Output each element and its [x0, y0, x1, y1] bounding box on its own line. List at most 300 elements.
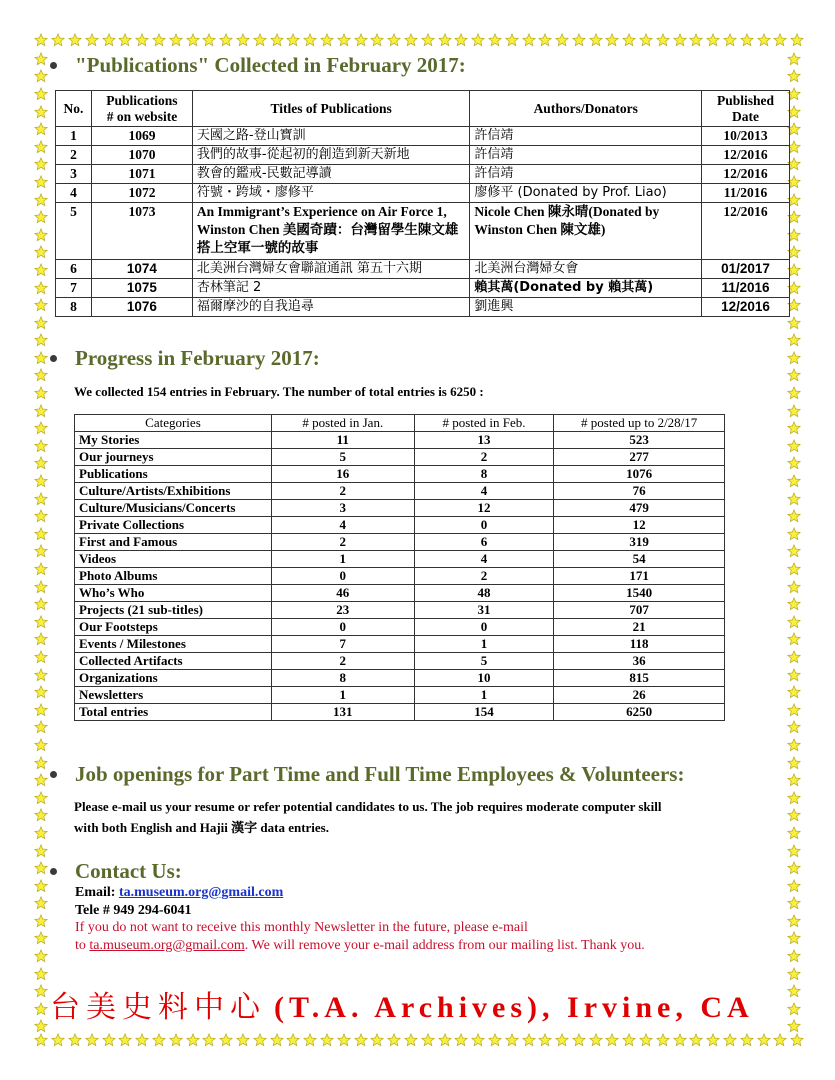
star-icon	[117, 1032, 134, 1048]
star-icon	[33, 208, 50, 226]
star-icon	[786, 560, 803, 578]
table-row	[75, 585, 725, 602]
table-row	[75, 534, 725, 551]
cell-feb: 1	[414, 687, 554, 704]
star-icon	[33, 648, 50, 666]
col-header-total: # posted up to 2/28/17	[554, 415, 725, 432]
cell-total: 277	[554, 449, 725, 466]
star-icon	[33, 736, 50, 754]
cell-author: 劉進興	[470, 298, 702, 317]
unsubscribe-email-link[interactable]: ta.museum.org@gmail.com	[89, 937, 245, 953]
cell-feb: 48	[414, 585, 554, 602]
cell-no: 4	[56, 184, 92, 203]
star-icon	[419, 1032, 436, 1048]
col-header-no: No.	[56, 91, 92, 127]
star-icon	[33, 560, 50, 578]
table-row	[75, 568, 725, 585]
star-icon	[33, 525, 50, 543]
star-icon	[285, 1032, 302, 1048]
cell-author: 北美洲台灣婦女會	[470, 260, 702, 279]
table-row	[75, 704, 725, 721]
cell-feb: 0	[414, 619, 554, 636]
star-icon	[33, 314, 50, 332]
cell-total: 707	[554, 602, 725, 619]
cell-total: 1540	[554, 585, 725, 602]
cell-total: 479	[554, 500, 725, 517]
star-icon	[786, 648, 803, 666]
table-row	[56, 184, 790, 203]
star-icon	[33, 384, 50, 402]
star-icon	[268, 1032, 285, 1048]
notice-rest: . We will remove your e-mail address from our mailing list. Thank you.	[244, 937, 645, 953]
star-icon	[604, 1032, 621, 1048]
star-icon	[419, 32, 436, 48]
cell-author: 許信靖	[470, 146, 702, 165]
jobs-description	[74, 796, 662, 838]
star-icon	[654, 1032, 671, 1048]
star-icon	[621, 1032, 638, 1048]
cell-total: 76	[554, 483, 725, 500]
star-icon	[33, 578, 50, 596]
cell-jan: 131	[271, 704, 414, 721]
star-icon	[786, 877, 803, 895]
notice-to: to	[75, 937, 90, 953]
star-icon	[33, 103, 50, 121]
cell-jan: 0	[271, 619, 414, 636]
star-icon	[786, 842, 803, 860]
cell-total: 36	[554, 653, 725, 670]
bullet-icon	[50, 771, 57, 778]
progress-heading-text: Progress in February 2017:	[75, 346, 320, 370]
star-icon	[786, 507, 803, 525]
star-icon	[33, 507, 50, 525]
star-icon	[786, 402, 803, 420]
publications-table	[55, 90, 790, 317]
cell-date: 12/2016	[702, 203, 790, 260]
col-header-feb: # posted in Feb.	[414, 415, 554, 432]
star-icon	[33, 472, 50, 490]
cell-feb: 10	[414, 670, 554, 687]
star-icon	[738, 32, 755, 48]
star-border-bottom	[33, 1032, 806, 1048]
star-icon	[786, 613, 803, 631]
organization-footer	[50, 982, 754, 1026]
star-icon	[302, 1032, 319, 1048]
star-icon	[786, 50, 803, 68]
col-header-author: Authors/Donators	[470, 91, 702, 127]
star-icon	[786, 947, 803, 965]
star-icon	[33, 595, 50, 613]
cell-date: 11/2016	[702, 279, 790, 298]
cell-pubnum: 1069	[91, 127, 192, 146]
footer-english-name: (T.A. Archives), Irvine, CA	[274, 991, 754, 1024]
contact-heading	[48, 859, 182, 884]
star-icon	[33, 613, 50, 631]
cell-jan: 7	[271, 636, 414, 653]
progress-heading	[48, 346, 320, 371]
col-header-date-line2: Date	[732, 108, 760, 124]
cell-jan: 1	[271, 551, 414, 568]
star-icon	[786, 719, 803, 737]
star-icon	[554, 32, 571, 48]
star-icon	[33, 173, 50, 191]
star-icon	[33, 261, 50, 279]
star-icon	[403, 32, 420, 48]
star-icon	[33, 85, 50, 103]
cell-jan: 11	[271, 432, 414, 449]
star-icon	[167, 1032, 184, 1048]
star-icon	[671, 1032, 688, 1048]
star-icon	[319, 1032, 336, 1048]
cell-jan: 4	[271, 517, 414, 534]
star-icon	[587, 1032, 604, 1048]
cell-jan: 2	[271, 483, 414, 500]
star-icon	[688, 32, 705, 48]
star-icon	[33, 824, 50, 842]
star-icon	[786, 771, 803, 789]
cell-total: 26	[554, 687, 725, 704]
cell-total: 1076	[554, 466, 725, 483]
star-icon	[786, 701, 803, 719]
star-icon	[453, 1032, 470, 1048]
star-icon	[436, 1032, 453, 1048]
col-header-category: Categories	[75, 415, 272, 432]
star-icon	[786, 631, 803, 649]
star-icon	[786, 1000, 803, 1018]
progress-table	[74, 414, 725, 721]
star-icon	[772, 32, 789, 48]
star-icon	[571, 32, 588, 48]
star-icon	[786, 437, 803, 455]
cell-date: 11/2016	[702, 184, 790, 203]
table-row	[75, 500, 725, 517]
cell-feb: 13	[414, 432, 554, 449]
cell-title: 符號・跨域・廖修平	[192, 184, 469, 203]
table-row	[75, 670, 725, 687]
cell-author: 許信靖	[470, 127, 702, 146]
star-icon	[786, 595, 803, 613]
star-icon	[33, 789, 50, 807]
star-icon	[503, 32, 520, 48]
cell-feb: 2	[414, 568, 554, 585]
col-header-pubnum-line2: # on website	[106, 108, 178, 124]
col-header-pubnum	[91, 91, 192, 127]
cell-feb: 31	[414, 602, 554, 619]
star-icon	[83, 1032, 100, 1048]
star-icon	[587, 32, 604, 48]
contact-details	[75, 884, 645, 954]
cell-category: Photo Albums	[75, 568, 272, 585]
cell-category: Total entries	[75, 704, 272, 721]
cell-no: 2	[56, 146, 92, 165]
col-header-date-line1: Published	[717, 92, 775, 108]
jobs-heading-text: Job openings for Part Time and Full Time Employees & Volunteers:	[75, 762, 685, 786]
star-icon	[33, 719, 50, 737]
star-icon	[470, 1032, 487, 1048]
cell-title: An Immigrant’s Experience on Air Force 1, Winston Chen 美國奇蹟：台灣留學生陳文雄搭上空軍一號的故事	[192, 203, 469, 260]
table-row	[56, 260, 790, 279]
star-border-left	[33, 50, 50, 1035]
cell-author: 許信靖	[470, 165, 702, 184]
cell-title: 天國之路-登山寶訓	[192, 127, 469, 146]
cell-jan: 46	[271, 585, 414, 602]
table-row	[75, 653, 725, 670]
star-icon	[786, 578, 803, 596]
bullet-icon	[50, 868, 57, 875]
cell-feb: 0	[414, 517, 554, 534]
star-icon	[786, 982, 803, 1000]
star-icon	[436, 32, 453, 48]
star-icon	[786, 419, 803, 437]
star-icon	[755, 1032, 772, 1048]
star-icon	[786, 525, 803, 543]
star-icon	[487, 1032, 504, 1048]
cell-category: Collected Artifacts	[75, 653, 272, 670]
star-icon	[638, 1032, 655, 1048]
cell-total: 523	[554, 432, 725, 449]
cell-feb: 1	[414, 636, 554, 653]
star-icon	[335, 32, 352, 48]
star-icon	[403, 1032, 420, 1048]
cell-pubnum: 1076	[91, 298, 192, 317]
cell-category: Projects (21 sub-titles)	[75, 602, 272, 619]
star-icon	[33, 156, 50, 174]
star-icon	[33, 490, 50, 508]
star-icon	[33, 982, 50, 1000]
star-icon	[33, 226, 50, 244]
cell-category: Who’s Who	[75, 585, 272, 602]
star-icon	[184, 32, 201, 48]
cell-category: Our journeys	[75, 449, 272, 466]
jobs-line-1: Please e-mail us your resume or refer potential candidates to us. The job requires moderate computer skill	[74, 799, 662, 814]
col-header-pubnum-line1: Publications	[106, 92, 178, 108]
star-icon	[604, 32, 621, 48]
cell-category: Newsletters	[75, 687, 272, 704]
cell-pubnum: 1075	[91, 279, 192, 298]
star-icon	[33, 701, 50, 719]
star-icon	[755, 32, 772, 48]
cell-title: 杏林筆記 2	[192, 279, 469, 298]
star-icon	[786, 789, 803, 807]
table-row	[75, 619, 725, 636]
cell-jan: 23	[271, 602, 414, 619]
star-icon	[786, 859, 803, 877]
bullet-icon	[50, 355, 57, 362]
cell-feb: 6	[414, 534, 554, 551]
cell-pubnum: 1073	[91, 203, 192, 260]
star-icon	[786, 824, 803, 842]
star-icon	[268, 32, 285, 48]
col-header-title: Titles of Publications	[192, 91, 469, 127]
star-icon	[33, 1000, 50, 1018]
cell-feb: 12	[414, 500, 554, 517]
star-icon	[688, 1032, 705, 1048]
cell-feb: 8	[414, 466, 554, 483]
star-icon	[335, 1032, 352, 1048]
star-icon	[654, 32, 671, 48]
col-header-jan: # posted in Jan.	[271, 415, 414, 432]
table-header-row	[56, 91, 790, 127]
cell-feb: 4	[414, 551, 554, 568]
star-icon	[352, 1032, 369, 1048]
cell-category: My Stories	[75, 432, 272, 449]
cell-no: 1	[56, 127, 92, 146]
star-icon	[738, 1032, 755, 1048]
cell-jan: 3	[271, 500, 414, 517]
star-icon	[33, 455, 50, 473]
cell-author: 廖修平 (Donated by Prof. Liao)	[470, 184, 702, 203]
table-row	[75, 449, 725, 466]
star-icon	[100, 32, 117, 48]
star-icon	[786, 666, 803, 684]
star-icon	[537, 32, 554, 48]
contact-email-line	[75, 884, 645, 902]
star-icon	[184, 1032, 201, 1048]
cell-pubnum: 1072	[91, 184, 192, 203]
star-icon	[33, 296, 50, 314]
star-icon	[705, 32, 722, 48]
star-icon	[786, 736, 803, 754]
cell-date: 12/2016	[702, 165, 790, 184]
cell-total: 319	[554, 534, 725, 551]
cell-feb: 5	[414, 653, 554, 670]
unsubscribe-notice-line2	[75, 937, 645, 955]
col-header-date	[702, 91, 790, 127]
table-row	[75, 466, 725, 483]
cell-jan: 2	[271, 653, 414, 670]
cell-feb: 154	[414, 704, 554, 721]
star-icon	[235, 1032, 252, 1048]
star-icon	[33, 543, 50, 561]
star-icon	[786, 930, 803, 948]
table-row	[56, 279, 790, 298]
star-icon	[134, 1032, 151, 1048]
unsubscribe-notice-line1: If you do not want to receive this monthly Newsletter in the future, please e-mail	[75, 920, 528, 935]
star-icon	[789, 32, 806, 48]
cell-category: Culture/Musicians/Concerts	[75, 500, 272, 517]
star-icon	[571, 1032, 588, 1048]
star-icon	[352, 32, 369, 48]
cell-jan: 1	[271, 687, 414, 704]
cell-total: 6250	[554, 704, 725, 721]
email-link[interactable]: ta.museum.org@gmail.com	[118, 885, 284, 900]
star-icon	[33, 965, 50, 983]
bullet-icon	[50, 62, 57, 69]
cell-jan: 5	[271, 449, 414, 466]
star-icon	[786, 68, 803, 86]
cell-jan: 16	[271, 466, 414, 483]
star-icon	[621, 32, 638, 48]
cell-pubnum: 1074	[91, 260, 192, 279]
cell-category: First and Famous	[75, 534, 272, 551]
star-icon	[470, 32, 487, 48]
star-icon	[786, 472, 803, 490]
star-icon	[786, 490, 803, 508]
cell-pubnum: 1070	[91, 146, 192, 165]
cell-no: 8	[56, 298, 92, 317]
star-icon	[235, 32, 252, 48]
cell-no: 3	[56, 165, 92, 184]
cell-title: 北美洲台灣婦女會聯誼通訊 第五十六期	[192, 260, 469, 279]
table-row	[75, 483, 725, 500]
cell-category: Events / Milestones	[75, 636, 272, 653]
star-icon	[151, 1032, 168, 1048]
cell-pubnum: 1071	[91, 165, 192, 184]
cell-category: Organizations	[75, 670, 272, 687]
star-icon	[285, 32, 302, 48]
star-icon	[33, 683, 50, 701]
footer-chinese-name: 台美史料中心	[50, 990, 266, 1025]
star-icon	[503, 1032, 520, 1048]
star-icon	[218, 1032, 235, 1048]
star-icon	[83, 32, 100, 48]
star-icon	[671, 32, 688, 48]
contact-heading-text: Contact Us:	[75, 859, 182, 883]
star-icon	[33, 842, 50, 860]
cell-jan: 8	[271, 670, 414, 687]
cell-title: 教會的鑑戒-民數記導讀	[192, 165, 469, 184]
table-row	[56, 298, 790, 317]
cell-no: 7	[56, 279, 92, 298]
star-icon	[786, 683, 803, 701]
star-icon	[67, 1032, 84, 1048]
star-icon	[33, 138, 50, 156]
cell-no: 5	[56, 203, 92, 260]
jobs-line-2: with both English and Hajii 漢字 data entries.	[74, 820, 329, 835]
star-icon	[33, 279, 50, 297]
cell-total: 171	[554, 568, 725, 585]
cell-title: 我們的故事-從起初的創造到新天新地	[192, 146, 469, 165]
star-icon	[786, 367, 803, 385]
star-icon	[251, 1032, 268, 1048]
star-icon	[33, 419, 50, 437]
cell-author: 賴其萬(Donated by 賴其萬)	[470, 279, 702, 298]
table-row	[75, 687, 725, 704]
star-icon	[100, 1032, 117, 1048]
cell-no: 6	[56, 260, 92, 279]
table-row	[56, 127, 790, 146]
cell-category: Private Collections	[75, 517, 272, 534]
cell-jan: 0	[271, 568, 414, 585]
cell-total: 118	[554, 636, 725, 653]
star-icon	[33, 32, 50, 48]
table-row	[75, 551, 725, 568]
cell-date: 12/2016	[702, 146, 790, 165]
table-header-row	[75, 415, 725, 432]
contact-phone: Tele # 949 294-6041	[75, 902, 192, 918]
star-border-top	[33, 32, 806, 48]
cell-category: Culture/Artists/Exhibitions	[75, 483, 272, 500]
table-row	[75, 636, 725, 653]
star-icon	[453, 32, 470, 48]
star-icon	[201, 1032, 218, 1048]
star-icon	[319, 32, 336, 48]
star-icon	[786, 332, 803, 350]
table-row	[56, 146, 790, 165]
star-icon	[786, 895, 803, 913]
cell-feb: 2	[414, 449, 554, 466]
cell-title: 福爾摩沙的自我追尋	[192, 298, 469, 317]
star-icon	[33, 244, 50, 262]
star-icon	[520, 1032, 537, 1048]
star-icon	[167, 32, 184, 48]
star-icon	[537, 1032, 554, 1048]
table-row	[75, 432, 725, 449]
star-icon	[786, 455, 803, 473]
star-icon	[487, 32, 504, 48]
star-icon	[369, 1032, 386, 1048]
email-label: Email:	[75, 885, 119, 900]
